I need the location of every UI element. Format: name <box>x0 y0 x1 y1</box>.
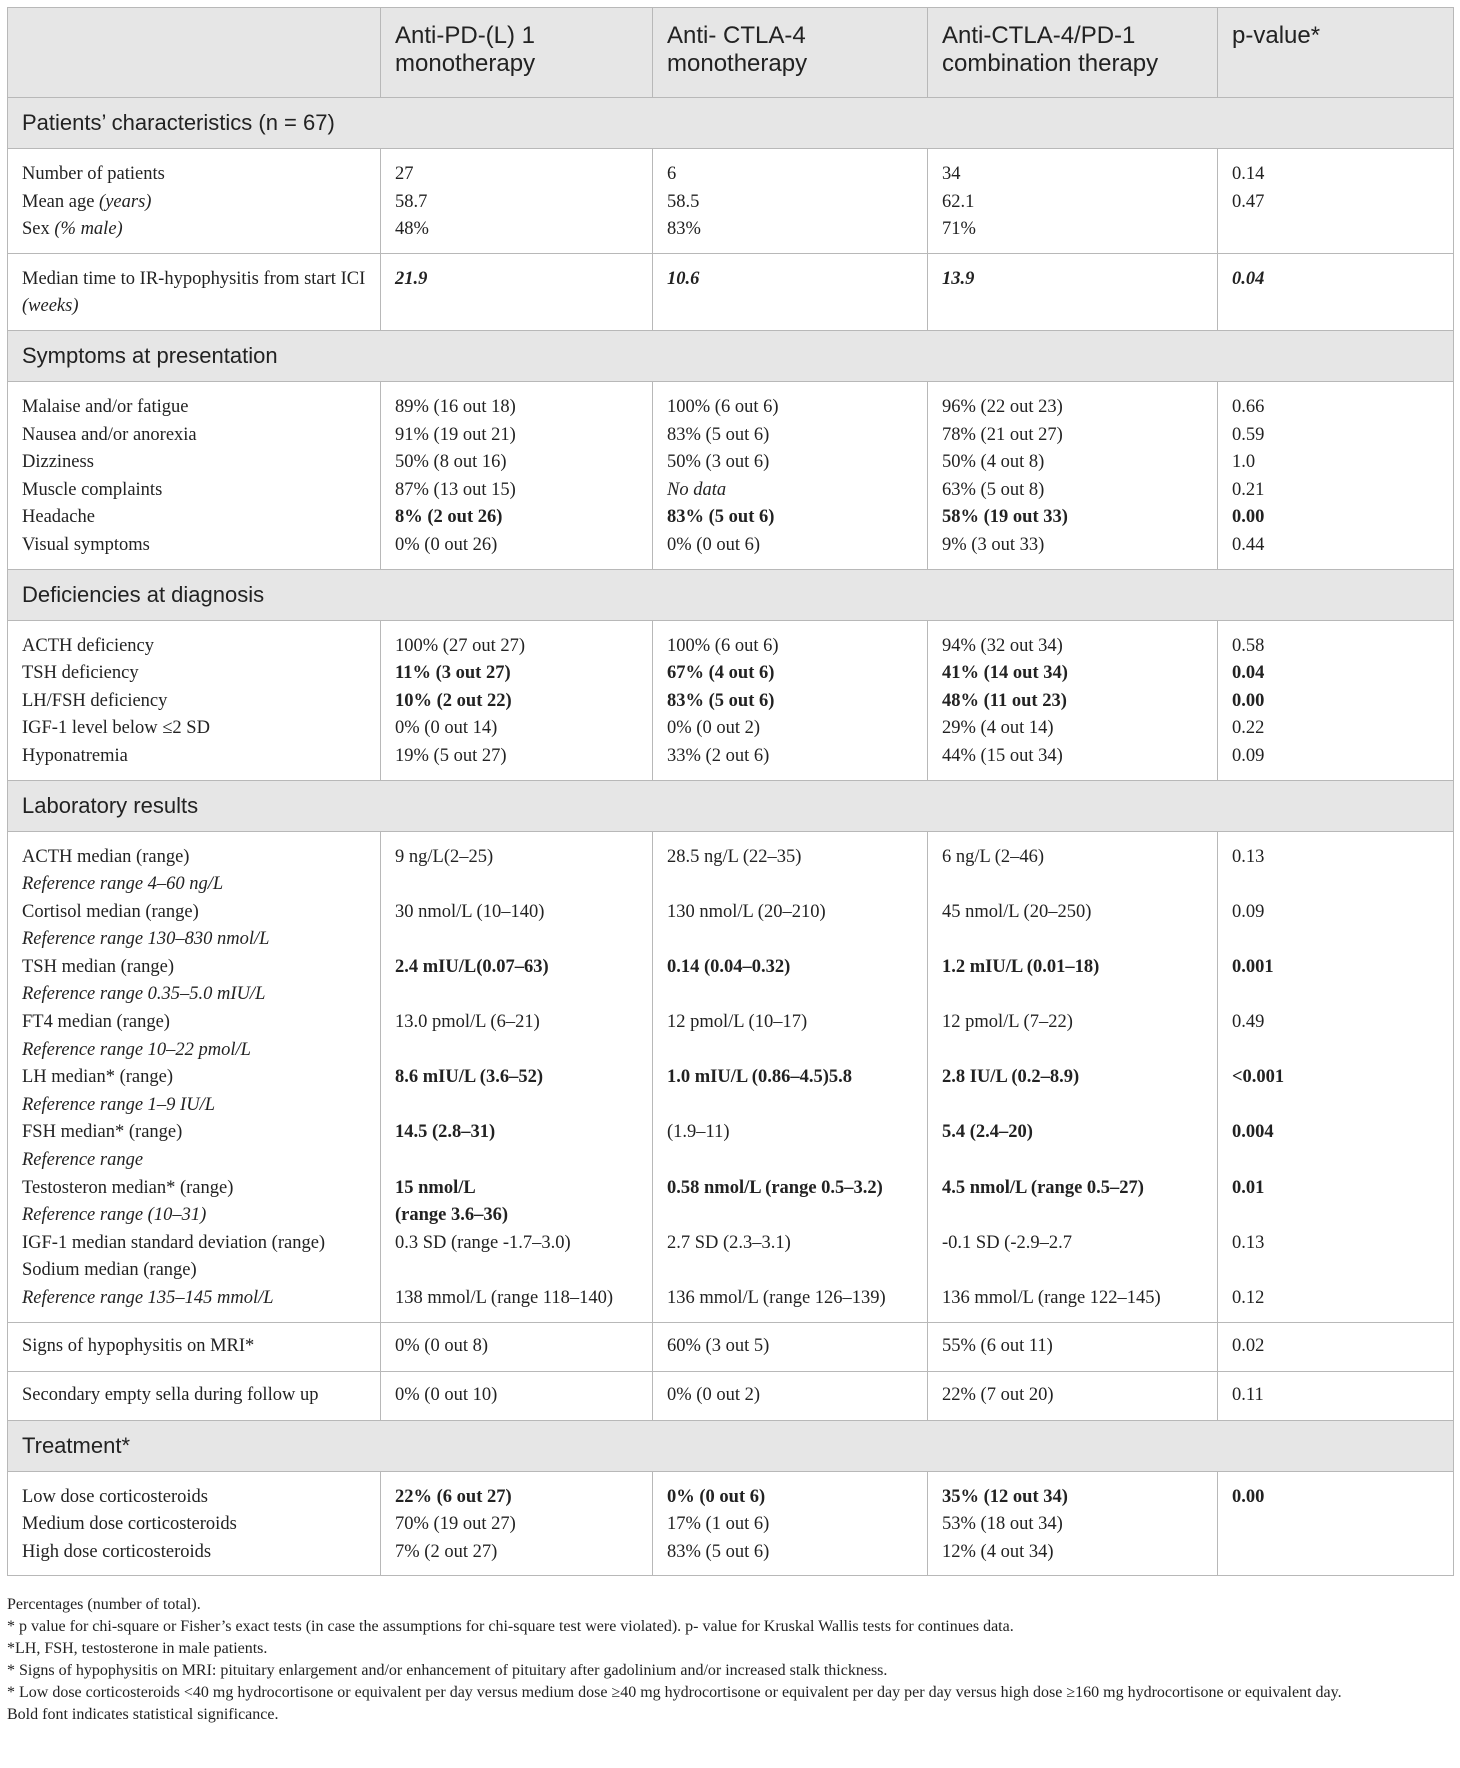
value: 83% <box>667 219 701 240</box>
value: 27 <box>395 164 414 184</box>
value: 78% (21 out 27) <box>942 424 1063 445</box>
value: 14.5 (2.8–31) <box>395 1122 496 1143</box>
section-row <box>8 98 1454 149</box>
label-mean-age: Mean age <box>22 191 95 212</box>
value: 33% (2 out 6) <box>667 745 770 766</box>
value: 0.22 <box>1232 718 1265 739</box>
value: 0% (0 out 26) <box>395 534 498 555</box>
value: 0.13 <box>1232 1232 1265 1253</box>
cell-p-value <box>1218 831 1454 1322</box>
value: 9 ng/L(2–25) <box>395 846 494 867</box>
value: 35% (12 out 34) <box>942 1486 1068 1507</box>
cell-combination <box>928 831 1218 1322</box>
value: 12 pmol/L (7–22) <box>942 1012 1073 1033</box>
cell-anti-ctla4 <box>653 381 928 569</box>
label: IGF-1 median standard deviation (range) <box>22 1232 326 1253</box>
value: 0.66 <box>1232 396 1265 417</box>
footnote: * Low dose corticosteroids <40 mg hydrocortisone or equivalent per day versus medium dose ≥40 mg hydrocortisone or equivalent per day per day versus high dose ≥160 mg hydrocortisone or equivalent day. <box>7 1684 1342 1701</box>
label: TSH deficiency <box>22 663 139 684</box>
label: Malaise and/or fatigue <box>22 396 189 417</box>
value: 50% (8 out 16) <box>395 452 507 473</box>
section-row <box>8 1420 1454 1471</box>
cell-combination: 55% (6 out 11) <box>928 1322 1218 1371</box>
label-number-of-patients: Number of patients <box>22 164 165 184</box>
cell-anti-pd1 <box>381 381 653 569</box>
value: 0.12 <box>1232 1288 1265 1308</box>
value: 0.49 <box>1232 1012 1265 1033</box>
value: No data <box>667 479 727 500</box>
section-title-characteristics: Patients’ characteristics (n = 67) <box>8 98 1454 149</box>
reference-range: Reference range 1–9 IU/L <box>22 1094 215 1115</box>
reference-range: Reference range 10–22 pmol/L <box>22 1039 251 1060</box>
cell-anti-ctla4 <box>653 620 928 780</box>
value: 34 <box>942 164 961 184</box>
row-labels <box>8 1471 381 1576</box>
value: 13.0 pmol/L (6–21) <box>395 1012 540 1033</box>
label: Headache <box>22 507 95 528</box>
value: <0.001 <box>1232 1067 1285 1088</box>
value: 11% (3 out 27) <box>395 663 511 684</box>
value: 58.5 <box>667 191 700 212</box>
cell-p-value: 0.02 <box>1218 1322 1454 1371</box>
label: Dizziness <box>22 452 94 473</box>
value: 48% (11 out 23) <box>942 690 1067 711</box>
value: 0.00 <box>1232 1486 1265 1507</box>
label-empty-sella: Secondary empty sella during follow up <box>8 1371 381 1420</box>
value: 100% (27 out 27) <box>395 635 525 656</box>
value: 10.6 <box>667 268 700 289</box>
label: FT4 median (range) <box>22 1012 170 1033</box>
value: 70% (19 out 27) <box>395 1514 516 1535</box>
section-row <box>8 780 1454 831</box>
cell-anti-pd1: 0% (0 out 8) <box>381 1322 653 1371</box>
cell-anti-pd1 <box>381 253 653 330</box>
table-row <box>8 381 1454 569</box>
label: Testosteron median* (range) <box>22 1177 234 1198</box>
table-row <box>8 831 1454 1322</box>
header-anti-ctla4: Anti- CTLA-4 monotherapy <box>653 8 928 98</box>
value: 7% (2 out 27) <box>395 1541 498 1562</box>
label: Medium dose corticosteroids <box>22 1514 237 1535</box>
label: FSH median* (range) <box>22 1122 183 1143</box>
reference-range: Reference range <box>22 1150 144 1171</box>
value: 53% (18 out 34) <box>942 1514 1063 1535</box>
value: 4.5 nmol/L (range 0.5–27) <box>942 1177 1144 1198</box>
cell-anti-ctla4 <box>653 831 928 1322</box>
label: ACTH deficiency <box>22 635 155 656</box>
value: 0.001 <box>1232 956 1274 977</box>
label: LH median* (range) <box>22 1067 174 1088</box>
value: 100% (6 out 6) <box>667 635 779 656</box>
reference-range: Reference range (10–31) <box>22 1205 207 1226</box>
section-title-symptoms: Symptoms at presentation <box>8 330 1454 381</box>
value: 50% (3 out 6) <box>667 452 770 473</box>
value: 6 <box>667 164 677 184</box>
value: 0.14 (0.04–0.32) <box>667 956 791 977</box>
table-footnotes <box>7 1594 1457 1726</box>
value: 1.2 mIU/L (0.01–18) <box>942 956 1100 977</box>
cell-combination <box>928 1471 1218 1576</box>
value: (range 3.6–36) <box>395 1205 509 1226</box>
row-labels <box>8 381 381 569</box>
value: 136 mmol/L (range 126–139) <box>667 1288 886 1308</box>
label: LH/FSH deficiency <box>22 690 168 711</box>
label: Sodium median (range) <box>22 1260 197 1281</box>
value: 0.09 <box>1232 901 1265 922</box>
value: 0.04 <box>1232 268 1265 289</box>
value: 0% (0 out 14) <box>395 718 498 739</box>
value: 9% (3 out 33) <box>942 534 1045 555</box>
value: 96% (22 out 23) <box>942 396 1063 417</box>
label-median-time <box>8 253 381 330</box>
value: 83% (5 out 6) <box>667 690 775 711</box>
value: 13.9 <box>942 268 975 289</box>
label: Low dose corticosteroids <box>22 1486 208 1507</box>
value: 0.04 <box>1232 663 1265 684</box>
reference-range: Reference range 4–60 ng/L <box>22 874 224 895</box>
value: (1.9–11) <box>667 1122 730 1143</box>
value: 0.01 <box>1232 1177 1265 1198</box>
value: 87% (13 out 15) <box>395 479 516 500</box>
value: 130 nmol/L (20–210) <box>667 901 826 922</box>
label-mri: Signs of hypophysitis on MRI* <box>8 1322 381 1371</box>
value: 58.7 <box>395 191 428 212</box>
header-combination: Anti-CTLA-4/PD-1 combination therapy <box>928 8 1218 98</box>
header-p-value: p-value* <box>1218 8 1454 98</box>
label: IGF-1 level below ≤2 SD <box>22 718 210 739</box>
value: 50% (4 out 8) <box>942 452 1045 473</box>
cell-combination <box>928 620 1218 780</box>
value: 91% (19 out 21) <box>395 424 516 445</box>
value: 0.14 <box>1232 164 1265 184</box>
label: ACTH median (range) <box>22 846 190 867</box>
table-row <box>8 149 1454 254</box>
cell-p-value <box>1218 620 1454 780</box>
value: 83% (5 out 6) <box>667 1541 770 1562</box>
cell-p-value <box>1218 381 1454 569</box>
header-row <box>8 8 1454 98</box>
cell-p-value <box>1218 149 1454 254</box>
value: 29% (4 out 14) <box>942 718 1054 739</box>
value: 0.47 <box>1232 191 1265 212</box>
value: 0.3 SD (range -1.7–3.0) <box>395 1232 571 1253</box>
label: Hyponatremia <box>22 745 128 766</box>
reference-range: Reference range 0.35–5.0 mIU/L <box>22 984 266 1005</box>
row-labels <box>8 149 381 254</box>
cell-anti-pd1 <box>381 1471 653 1576</box>
section-title-treatment: Treatment* <box>8 1420 1454 1471</box>
cell-combination <box>928 253 1218 330</box>
value: 8.6 mIU/L (3.6–52) <box>395 1067 543 1088</box>
table-row <box>8 1322 1454 1371</box>
section-row <box>8 569 1454 620</box>
value: 48% <box>395 219 429 240</box>
cell-p-value <box>1218 253 1454 330</box>
value: 138 mmol/L (range 118–140) <box>395 1288 614 1308</box>
value: 8% (2 out 26) <box>395 507 503 528</box>
value: 0.004 <box>1232 1122 1274 1143</box>
results-table <box>7 7 1454 1576</box>
table-row <box>8 620 1454 780</box>
section-row <box>8 330 1454 381</box>
value: 28.5 ng/L (22–35) <box>667 846 802 867</box>
value: 6 ng/L (2–46) <box>942 846 1045 867</box>
label: TSH median (range) <box>22 956 175 977</box>
value: 19% (5 out 27) <box>395 745 507 766</box>
label-sex-unit: (% male) <box>54 219 123 240</box>
cell-anti-ctla4: 0% (0 out 2) <box>653 1371 928 1420</box>
value: 12 pmol/L (10–17) <box>667 1012 808 1033</box>
reference-range: Reference range 135–145 mmol/L <box>22 1288 274 1308</box>
value: 100% (6 out 6) <box>667 396 779 417</box>
row-labels <box>8 831 381 1322</box>
footnote: *LH, FSH, testosterone in male patients. <box>7 1640 268 1657</box>
label: High dose corticosteroids <box>22 1541 212 1562</box>
cell-combination: 22% (7 out 20) <box>928 1371 1218 1420</box>
label: Cortisol median (range) <box>22 901 199 922</box>
cell-combination <box>928 149 1218 254</box>
value: 0% (0 out 6) <box>667 1486 766 1507</box>
value: 44% (15 out 34) <box>942 745 1063 766</box>
value: 21.9 <box>395 268 428 289</box>
table-row <box>8 1471 1454 1576</box>
value: 0% (0 out 6) <box>667 534 760 555</box>
header-col0 <box>8 8 381 98</box>
value: 2.4 mIU/L(0.07–63) <box>395 956 549 977</box>
value: 30 nmol/L (10–140) <box>395 901 545 922</box>
footnote: Bold font indicates statistical significance. <box>7 1706 279 1723</box>
value: 136 mmol/L (range 122–145) <box>942 1288 1161 1308</box>
label-age-unit: (years) <box>99 191 152 212</box>
section-title-laboratory: Laboratory results <box>8 780 1454 831</box>
row-labels <box>8 620 381 780</box>
cell-anti-pd1 <box>381 831 653 1322</box>
value: 71% <box>942 219 976 240</box>
cell-anti-ctla4 <box>653 253 928 330</box>
cell-anti-pd1 <box>381 149 653 254</box>
value: 17% (1 out 6) <box>667 1514 770 1535</box>
value: 41% (14 out 34) <box>942 663 1068 684</box>
value: 12% (4 out 34) <box>942 1541 1054 1562</box>
value: 5.4 (2.4–20) <box>942 1122 1033 1143</box>
value: 45 nmol/L (20–250) <box>942 901 1092 922</box>
value: 89% (16 out 18) <box>395 396 516 417</box>
label-median-time-text: Median time to IR-hypophysitis from start ICI <box>22 268 366 289</box>
cell-anti-ctla4 <box>653 1471 928 1576</box>
value: 10% (2 out 22) <box>395 690 512 711</box>
label: Muscle complaints <box>22 479 163 500</box>
label-sex: Sex <box>22 219 50 240</box>
label: Nausea and/or anorexia <box>22 424 197 445</box>
cell-combination <box>928 381 1218 569</box>
value: 0.59 <box>1232 424 1265 445</box>
section-title-deficiencies: Deficiencies at diagnosis <box>8 569 1454 620</box>
value: 0.09 <box>1232 745 1265 766</box>
value: 62.1 <box>942 191 975 212</box>
value: 0.58 nmol/L (range 0.5–3.2) <box>667 1177 883 1198</box>
value: 58% (19 out 33) <box>942 507 1068 528</box>
value: 1.0 mIU/L (0.86–4.5)5.8 <box>667 1067 852 1088</box>
value: 15 nmol/L <box>395 1177 476 1198</box>
label: Visual symptoms <box>22 534 150 555</box>
value: 0.21 <box>1232 479 1265 500</box>
footnote: * p value for chi-square or Fisher’s exact tests (in case the assumptions for chi-square test were violated). p- value for Kruskal Wallis tests for continues data. <box>7 1618 1014 1635</box>
value: 67% (4 out 6) <box>667 663 775 684</box>
cell-anti-ctla4: 60% (3 out 5) <box>653 1322 928 1371</box>
value: 0.00 <box>1232 507 1265 528</box>
table-row <box>8 1371 1454 1420</box>
header-anti-pd1: Anti-PD-(L) 1 monotherapy <box>381 8 653 98</box>
reference-range: Reference range 130–830 nmol/L <box>22 929 270 950</box>
value: 0.00 <box>1232 690 1265 711</box>
label-median-unit: (weeks) <box>22 296 79 317</box>
value: 83% (5 out 6) <box>667 424 770 445</box>
value: 2.7 SD (2.3–3.1) <box>667 1232 791 1253</box>
cell-p-value <box>1218 1471 1454 1576</box>
cell-anti-pd1: 0% (0 out 10) <box>381 1371 653 1420</box>
cell-anti-ctla4 <box>653 149 928 254</box>
value: 22% (6 out 27) <box>395 1486 512 1507</box>
footnote: * Signs of hypophysitis on MRI: pituitary enlargement and/or enhancement of pituitary after gadolinium and/or increased stalk thickness. <box>7 1662 888 1679</box>
footnote: Percentages (number of total). <box>7 1596 201 1613</box>
value: 0.44 <box>1232 534 1265 555</box>
value: 0.13 <box>1232 846 1265 867</box>
value: 1.0 <box>1232 452 1256 473</box>
value: 94% (32 out 34) <box>942 635 1063 656</box>
value: -0.1 SD (-2.9–2.7 <box>942 1232 1073 1253</box>
cell-anti-pd1 <box>381 620 653 780</box>
value: 0% (0 out 2) <box>667 718 760 739</box>
value: 63% (5 out 8) <box>942 479 1045 500</box>
value: 83% (5 out 6) <box>667 507 775 528</box>
table-row <box>8 253 1454 330</box>
cell-p-value: 0.11 <box>1218 1371 1454 1420</box>
value: 2.8 IU/L (0.2–8.9) <box>942 1067 1080 1088</box>
value: 0.58 <box>1232 635 1265 656</box>
